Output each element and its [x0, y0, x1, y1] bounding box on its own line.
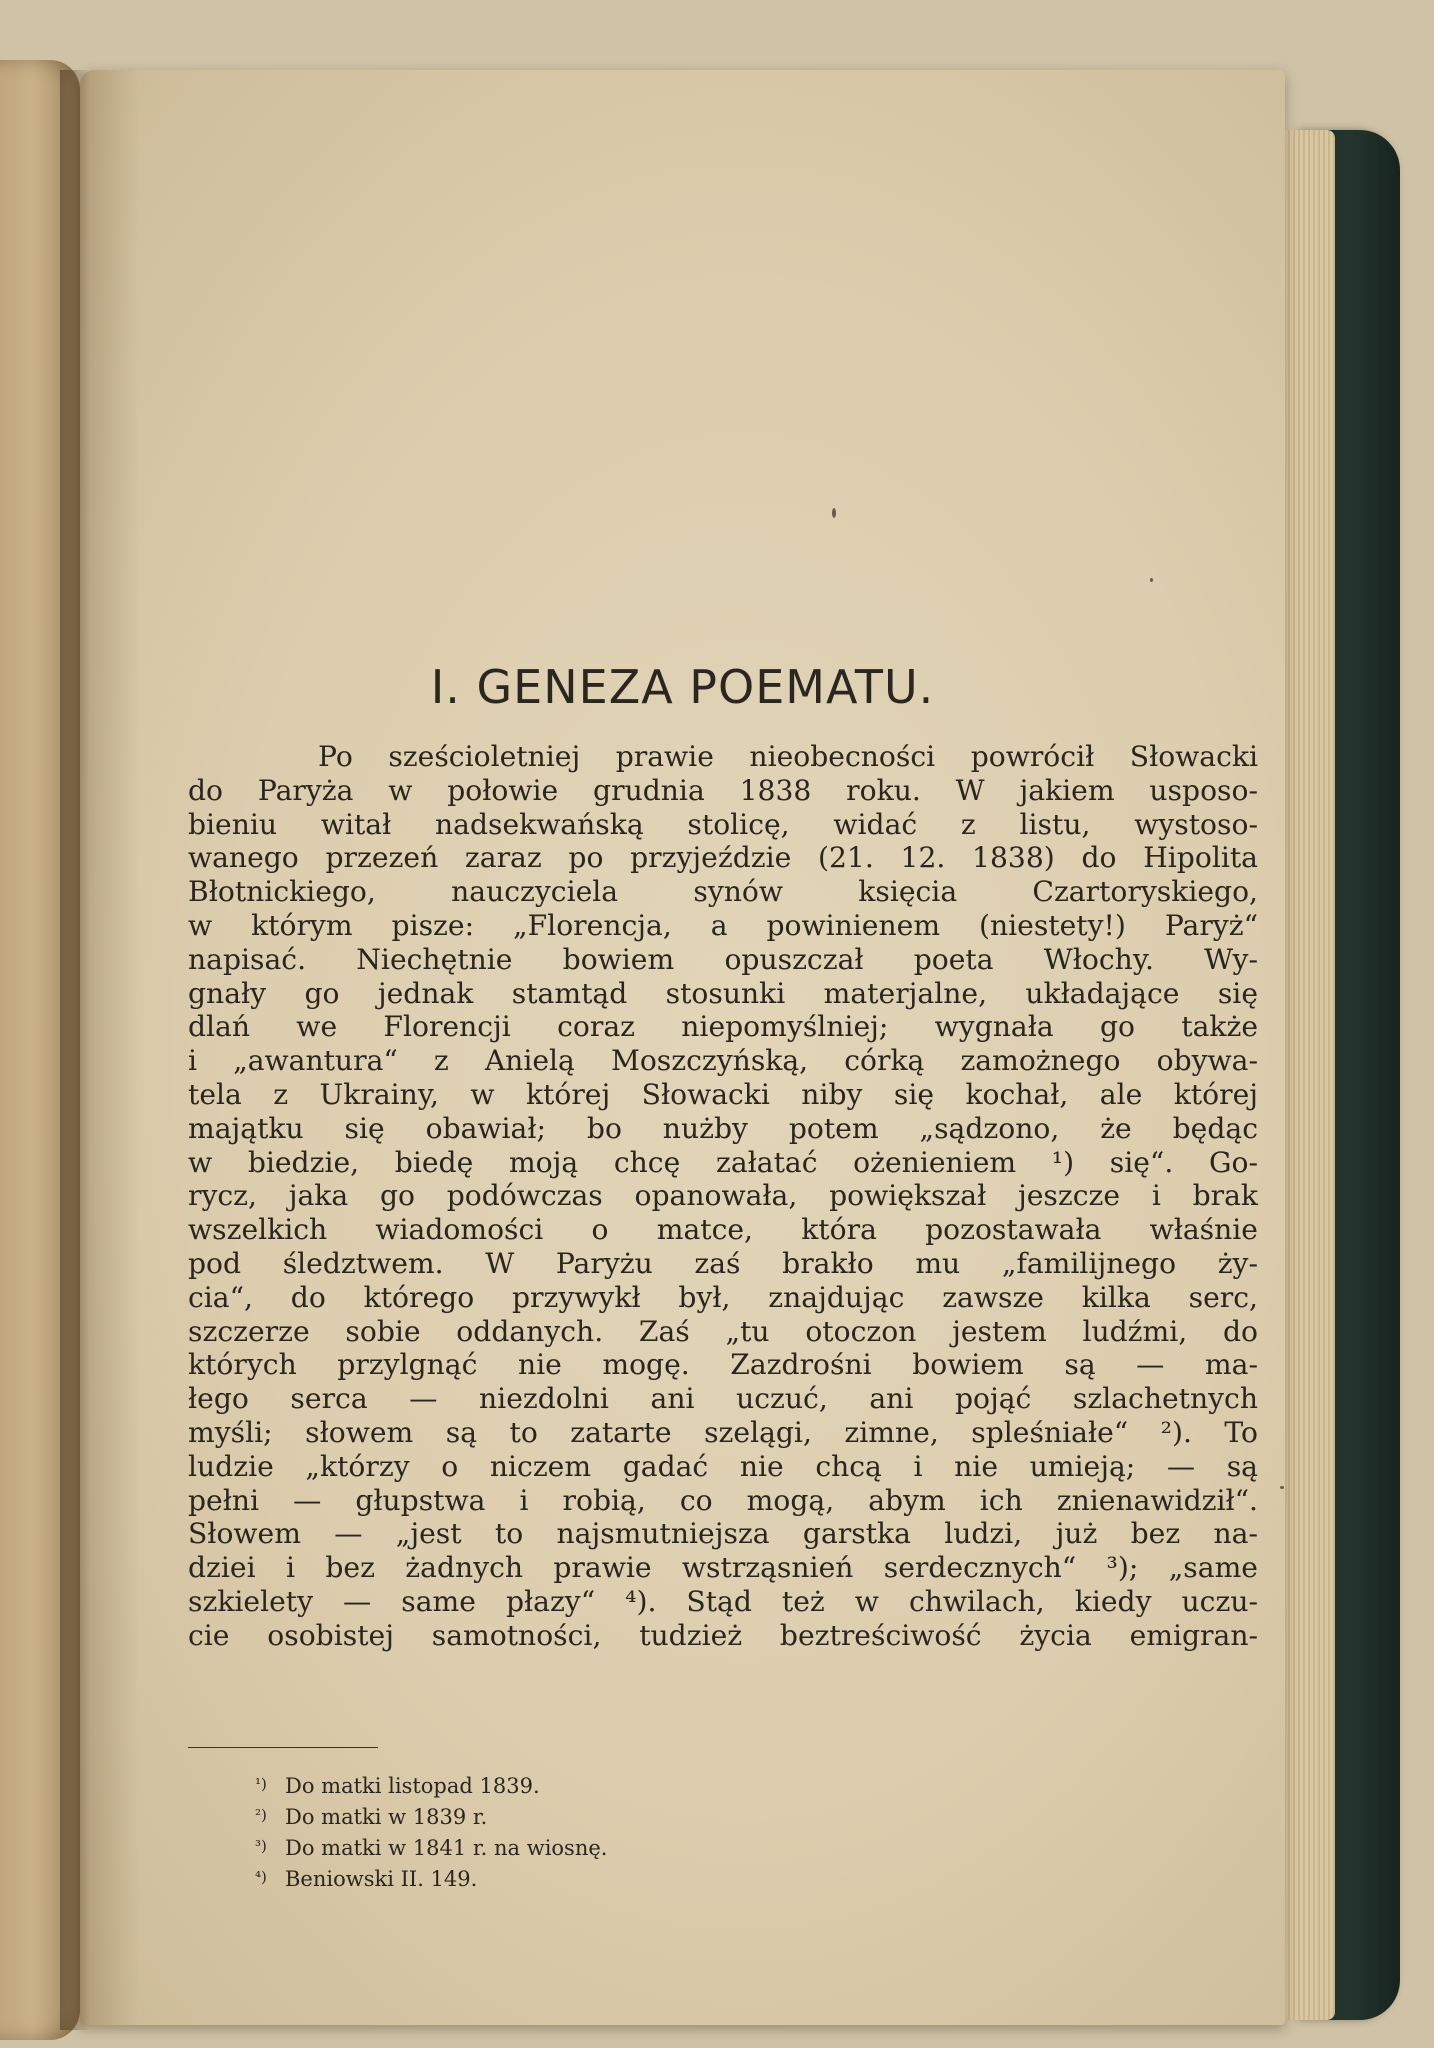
text-line: Błotnickiego, nauczyciela synów księcia Czartoryskiego,	[188, 875, 1258, 909]
footnote-text: Do matki w 1839 r.	[285, 1805, 488, 1829]
footnote-text: Do matki listopad 1839.	[285, 1774, 540, 1798]
body-text	[188, 740, 1258, 1653]
gutter-shadow	[60, 70, 90, 2030]
book-page	[80, 70, 1285, 2025]
text-line: bieniu witał nadsekwańską stolicę, widać z listu, wystoso-	[188, 807, 1258, 841]
text-line: majątku się obawiał; bo nużby potem „sądzono, że będąc	[188, 1111, 1258, 1145]
text-line: gnały go jednak stamtąd stosunki materjalne, układające się	[188, 976, 1258, 1010]
text-line: szczerze sobie oddanych. Zaś „tu otoczon jestem ludźmi, do	[188, 1314, 1258, 1348]
footnote-text: Do matki w 1841 r. na wiosnę.	[285, 1836, 608, 1860]
text-line: napisać. Niechętnie bowiem opuszczał poeta Włochy. Wy-	[188, 942, 1258, 976]
text-line: myśli; słowem są to zatarte szelągi, zimne, spleśniałe“ ²). To	[188, 1415, 1258, 1449]
text-line: pełni — głupstwa i robią, co mogą, abym ich znienawidził“.	[188, 1483, 1258, 1517]
footnote	[255, 1770, 607, 1801]
page-speck	[1150, 578, 1153, 582]
footnotes	[255, 1770, 607, 1894]
footnote-mark: ²)	[255, 1806, 267, 1824]
footnote-mark: ¹)	[255, 1775, 267, 1793]
footnote-mark: ³)	[255, 1837, 267, 1855]
text-line: szkielety — same płazy“ ⁴). Stąd też w chwilach, kiedy uczu-	[188, 1584, 1258, 1618]
footnote-text: Beniowski II. 149.	[285, 1867, 478, 1891]
text-line: tela z Ukrainy, w której Słowacki niby się kochał, ale której	[188, 1077, 1258, 1111]
text-line: wanego przezeń zaraz po przyjeździe (21. 12. 1838) do Hipolita	[188, 841, 1258, 875]
chapter-title: I. GENEZA POEMATU.	[430, 660, 935, 714]
text-line: w biedzie, biedę moją chcę załatać ożenieniem ¹) się“. Go-	[188, 1145, 1258, 1179]
text-line: w którym pisze: „Florencja, a powinienem (niestety!) Paryż“	[188, 908, 1258, 942]
footnote	[255, 1801, 607, 1832]
text-line: cie osobistej samotności, tudzież beztreściwość życia emigran-	[188, 1618, 1258, 1652]
footnote	[255, 1832, 607, 1863]
text-line: Słowem — „jest to najsmutniejsza garstka ludzi, już bez na-	[188, 1517, 1258, 1551]
text-line: dziei i bez żadnych prawie wstrząsnień serdecznych“ ³); „same	[188, 1551, 1258, 1585]
text-line: wszelkich wiadomości o matce, która pozostawała właśnie	[188, 1213, 1258, 1247]
text-line: pod śledztwem. W Paryżu zaś brakło mu „familijnego ży-	[188, 1246, 1258, 1280]
text-line: ludzie „którzy o niczem gadać nie chcą i nie umieją; — są	[188, 1449, 1258, 1483]
text-line: których przylgnąć nie mogę. Zazdrośni bowiem są — ma-	[188, 1348, 1258, 1382]
text-line: do Paryża w połowie grudnia 1838 roku. W jakiem usposo-	[188, 773, 1258, 807]
text-line: łego serca — niezdolni ani uczuć, ani pojąć szlachetnych	[188, 1382, 1258, 1416]
footnote-rule	[188, 1747, 378, 1748]
text-line: Po sześcioletniej prawie nieobecności powrócił Słowacki	[318, 740, 1258, 773]
text-line: rycz, jaka go podówczas opanowała, powiększał jeszcze i brak	[188, 1179, 1258, 1213]
text-line: dlań we Florencji coraz niepomyślniej; wygnała go także	[188, 1010, 1258, 1044]
page-speck	[832, 508, 836, 518]
page-speck	[1280, 1486, 1284, 1489]
footnote-mark: ⁴)	[255, 1868, 267, 1886]
text-line: i „awantura“ z Anielą Moszczyńską, córką zamożnego obywa-	[188, 1044, 1258, 1078]
footnote	[255, 1863, 607, 1894]
text-line: cia“, do którego przywykł był, znajdując zawsze kilka serc,	[188, 1280, 1258, 1314]
